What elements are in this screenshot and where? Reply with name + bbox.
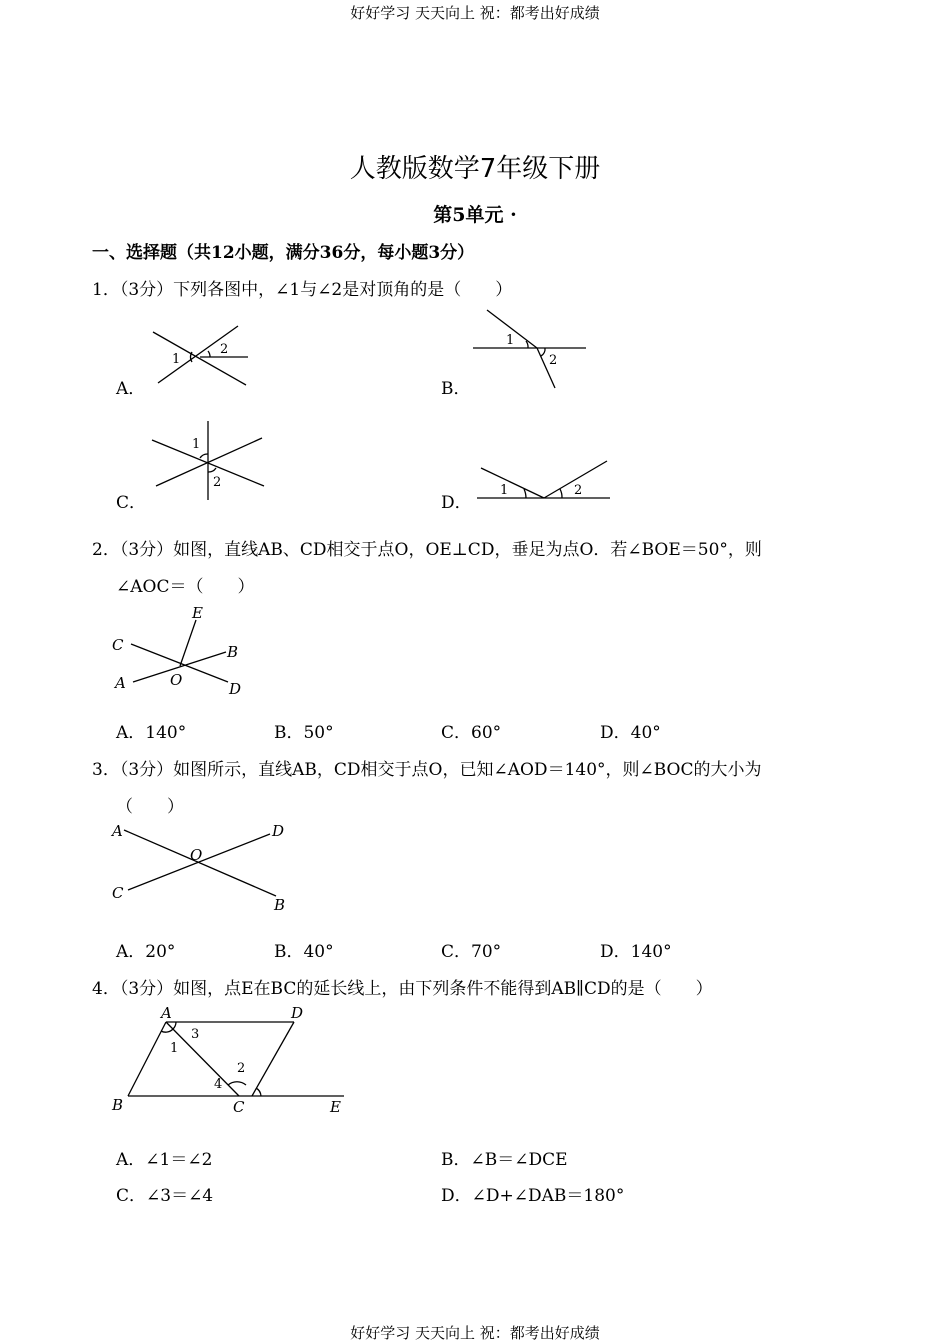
q1a-angle-2-arc: [208, 351, 210, 357]
q1c-label-2: 2: [213, 475, 222, 490]
q4-figure: [106, 1000, 356, 1118]
q4-angle-4-arc: [228, 1082, 246, 1085]
q4-label-2: 2: [237, 1061, 246, 1076]
q1-figure-d: [474, 456, 614, 506]
q1c-label-1: 1: [192, 437, 201, 452]
question-2-stem-line2: ∠AOC＝（ ）: [116, 577, 255, 597]
q3-label-d: D: [272, 822, 285, 840]
q3-option-c: C．70°: [441, 942, 502, 962]
q3-label-o: O: [190, 846, 203, 864]
q4-segment-ab: [128, 1022, 166, 1096]
question-1-stem: 1．（3分）下列各图中，∠1与∠2是对顶角的是（ ）: [92, 280, 513, 300]
q3-label-c: C: [112, 884, 124, 902]
q3-option-d: D．140°: [600, 942, 672, 962]
q1-option-d-label: D．: [441, 493, 472, 513]
q4-angle-3-arc: [173, 1022, 176, 1029]
page-header: 好好学习 天天向上 祝：都考出好成绩: [350, 4, 600, 22]
q2-option-b: B．50°: [274, 723, 334, 743]
q4-option-d: D．∠D+∠DAB＝180°: [441, 1186, 625, 1206]
q1a-angle-1-arc: [190, 352, 192, 362]
q4-label-3: 3: [191, 1027, 200, 1042]
q4-label-b: B: [112, 1096, 124, 1114]
q2-label-c: C: [112, 636, 124, 654]
q3-figure: [106, 818, 296, 918]
q2-option-d: D．40°: [600, 723, 661, 743]
q1c-angle-1-arc: [200, 454, 208, 458]
q1b-label-1: 1: [506, 333, 515, 348]
question-4-stem: 4．（3分）如图，点E在BC的延长线上，由下列条件不能得到AB∥CD的是（ ）: [92, 979, 713, 999]
section-heading: 一、选择题（共12小题，满分36分，每小题3分）: [92, 243, 475, 263]
q2-label-o: O: [170, 671, 183, 689]
document-title: 人教版数学7年级下册: [349, 154, 601, 184]
q2-figure: [106, 600, 256, 700]
q1b-label-2: 2: [549, 353, 558, 368]
q3-option-a: A．20°: [116, 942, 176, 962]
q1-figure-a: [148, 320, 258, 392]
q4-label-1: 1: [170, 1041, 179, 1056]
q4-segment-dc: [252, 1022, 294, 1096]
q4-angle-2-arc: [256, 1088, 261, 1096]
q1-figure-b: [470, 306, 590, 392]
q1b-angle-1-arc: [526, 341, 528, 348]
q2-option-c: C．60°: [441, 723, 502, 743]
q4-label-d: D: [291, 1004, 304, 1022]
q4-option-b: B．∠B＝∠DCE: [441, 1150, 568, 1170]
question-3-stem-line2: （ ）: [116, 797, 184, 817]
q1a-label-2: 2: [220, 342, 229, 357]
q1-option-a-label: A．: [116, 379, 146, 399]
q2-label-e: E: [192, 604, 203, 622]
q3-label-a: A: [112, 822, 123, 840]
q4-label-c: C: [233, 1098, 245, 1116]
q1d-label-2: 2: [574, 483, 583, 498]
q4-label-4: 4: [214, 1077, 223, 1092]
unit-heading: 第5单元 ·: [433, 204, 517, 226]
q1d-left-ray: [481, 468, 544, 498]
q1d-angle-1-arc: [524, 489, 526, 498]
q1d-angle-2-arc: [560, 489, 562, 498]
question-2-stem-line1: 2．（3分）如图，直线AB、CD相交于点O，OE⊥CD，垂足为点O．若∠BOE＝50°，则: [92, 540, 762, 560]
q3-option-b: B．40°: [274, 942, 334, 962]
q2-ray-oe: [180, 620, 196, 666]
q4-label-e: E: [330, 1098, 341, 1116]
q1a-label-1: 1: [172, 352, 181, 367]
q2-label-a: A: [115, 674, 126, 692]
q4-label-a: A: [161, 1004, 172, 1022]
q1d-label-1: 1: [500, 483, 509, 498]
q3-label-b: B: [274, 896, 286, 914]
q4-option-c: C．∠3＝∠4: [116, 1186, 214, 1206]
q1-option-b-label: B．: [441, 379, 471, 399]
question-3-stem-line1: 3．（3分）如图所示，直线AB，CD相交于点O，已知∠AOD＝140°，则∠BOC的大小为: [92, 760, 762, 780]
q2-label-d: D: [229, 680, 242, 698]
q1-figure-c: [148, 418, 268, 504]
q1b-angle-2-arc: [541, 348, 545, 356]
q1-option-c-label: C．: [116, 493, 147, 513]
q2-option-a: A．140°: [116, 723, 187, 743]
page-footer: 好好学习 天天向上 祝：都考出好成绩: [350, 1324, 600, 1342]
q4-option-a: A．∠1＝∠2: [116, 1150, 213, 1170]
q1c-angle-2-arc: [208, 468, 216, 472]
q2-label-b: B: [227, 643, 239, 661]
